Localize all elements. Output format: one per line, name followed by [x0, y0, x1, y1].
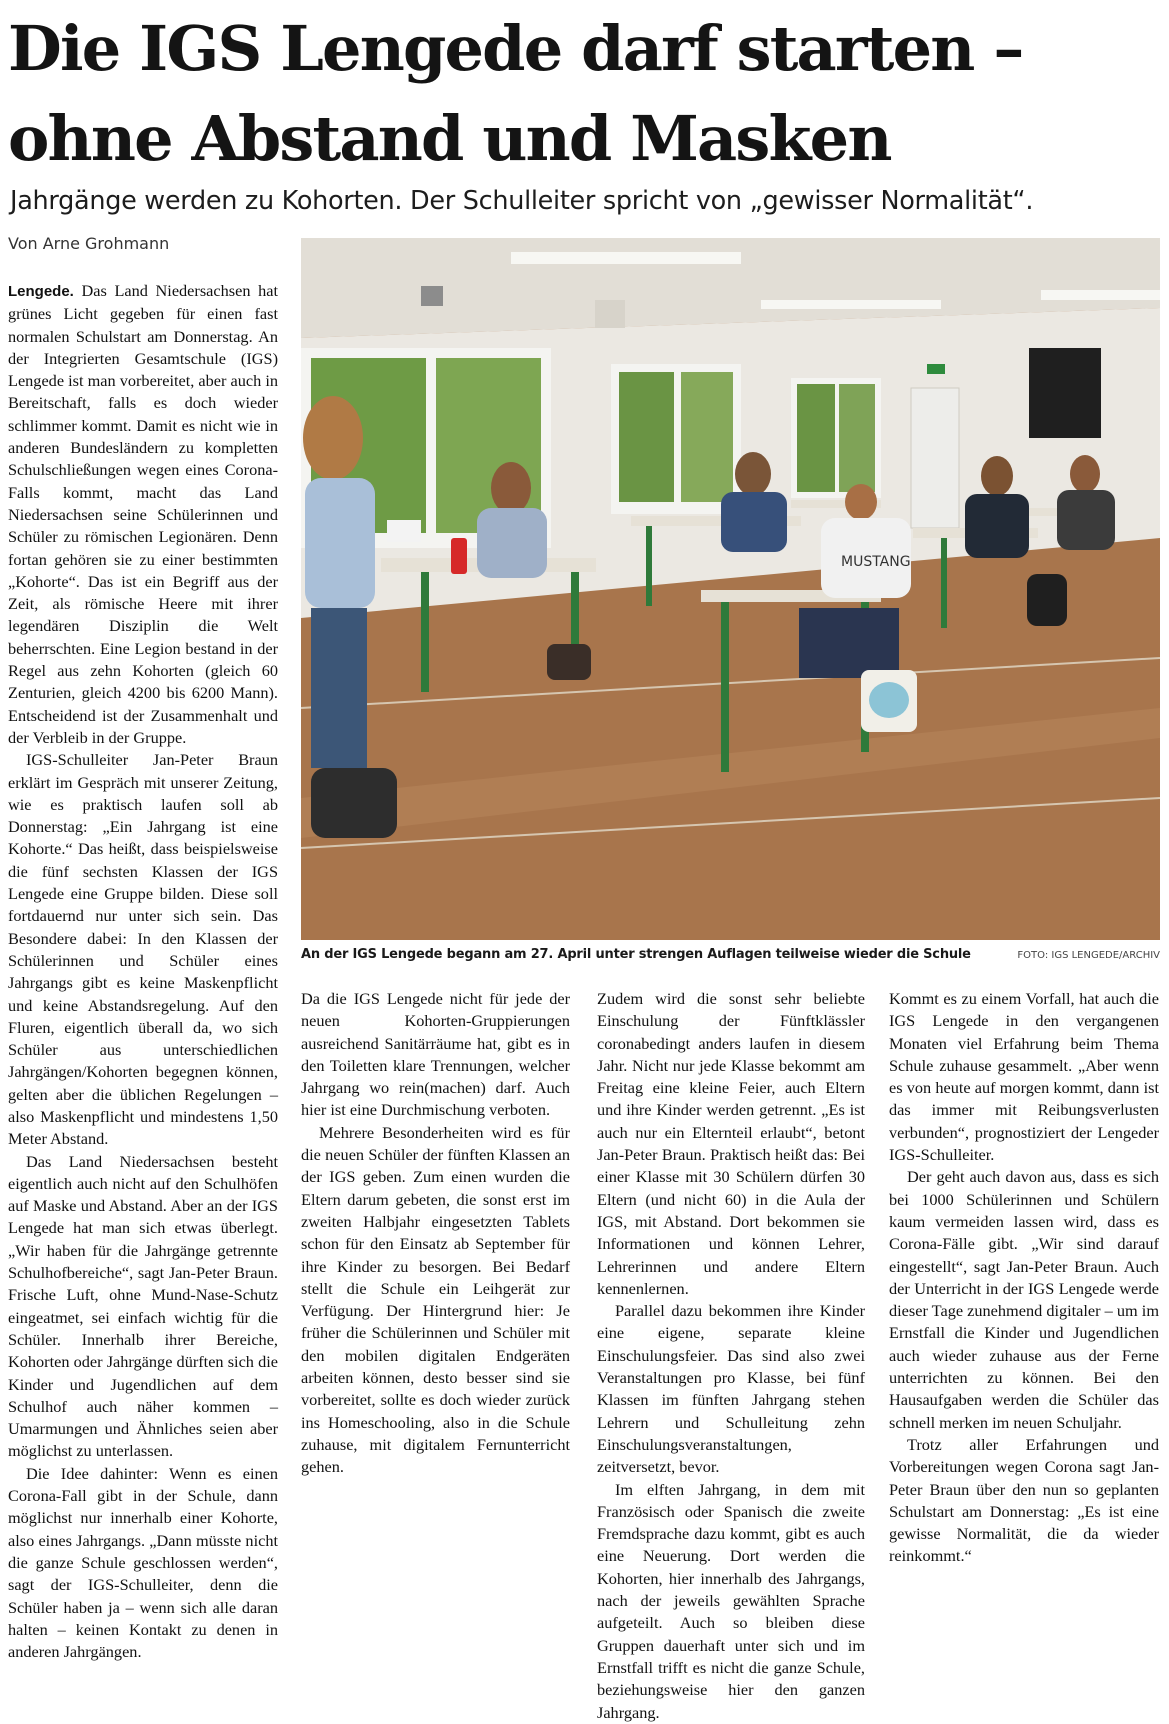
byline: Von Arne Grohmann	[8, 234, 170, 253]
text-column-1	[8, 280, 278, 1680]
text-column-3	[597, 988, 865, 1722]
text-column-4	[889, 988, 1159, 1680]
paragraph-8: Parallel dazu bekommen ihre Kinder eine eigene, separate kleine Einschulungsfeier. Das sind also zwei Veranstaltungen pro Klasse, bei fünf Klassen im fünften Jahrgang stehen Lehrern und Schulleitung zehn Einschulungsveranstaltungen, zeitversetzt, bevor.	[597, 1301, 865, 1477]
paragraph-2: IGS-Schulleiter Jan-Peter Braun erklärt im Gespräch mit unserer Zeitung, wie es praktisch laufen soll ab Donnerstag: „Ein Jahrgang ist eine Kohorte.“ Das heißt, dass beispielsweise die fünf sechsten Klassen der IGS Lengede eine Gruppe bilden. Diese soll fortdauernd nur unter sich sein. Das Besondere dabei: In den Klassen der Schülerinnen und Schüler eines Jahrgangs gibt es keine Maskenpflicht und keine Abstandsregelung. Auf den Fluren, eigentlich überall da, wo sich Schüler aus unterschiedlichen Jahrgängen/Kohorten begegnen können, gelten aber die üblichen Regelungen – also Maskenpflicht und mindestens 1,50 Meter Abstand.	[8, 750, 278, 1149]
headline-line-2: ohne Abstand und Masken	[8, 102, 891, 175]
paragraph-11: Der geht auch davon aus, dass es sich bei 1000 Schülerinnen und Schülern kaum vermeiden lassen wird, dass es Corona-Fälle gibt. „Wir sind darauf eingestellt“, sagt Jan-Peter Braun. Auch der Unterricht in der IGS Lengede werde dieser Tage zunehmend digitaler – um im Ernstfall die Kinder und Jugendlichen auch wieder zuhause aus der Ferne unterrichten zu können. Bei den Hausaufgaben werden die Schüler das schnell merken im neuen Schuljahr.	[889, 1167, 1159, 1432]
subheadline: Jahrgänge werden zu Kohorten. Der Schulleiter spricht von „gewisser Normalität“.	[10, 186, 1034, 216]
paragraph-12: Trotz aller Erfahrungen und Vorbereitungen wegen Corona sagt Jan-Peter Braun über den nun so geplanten Schulstart am Donnerstag: „Es ist eine gewisse Normalität, die da wieder reinkommt.“	[889, 1434, 1159, 1566]
paragraph-4: Die Idee dahinter: Wenn es einen Corona-Fall gibt in der Schule, dann möglichst nur innerhalb einer Kohorte, also eines Jahrgangs. „Dann müsste nicht die ganze Schule geschlossen werden“, sagt der IGS-Schulleiter, denn die Schüler haben ja – wenn sich alle daran halten – keinen Kontakt zu denen in anderen Jahrgängen.	[8, 1463, 278, 1662]
paragraph-5: Da die IGS Lengede nicht für jede der neuen Kohorten-Gruppierungen ausreichend Sanitärräume hat, gibt es in den Toiletten klare Trennungen, welcher Jahrgang wo rein(machen) darf. Auch hier ist eine Durchmischung verboten.	[301, 989, 570, 1120]
headline-line-1: Die IGS Lengede darf starten –	[8, 12, 1023, 85]
headline	[8, 4, 1158, 184]
photo-credit: FOTO: IGS LENGEDE/ARCHIV	[1017, 950, 1160, 961]
paragraph-10: Kommt es zu einem Vorfall, hat auch die IGS Lengede in den vergangenen Monaten viel Erfahrung beim Thema Schule zuhause gesammelt. „Aber wenn es von heute auf morgen kommt, dann ist das immer mit Reibungsverlusten verbunden“, prognostiziert der Lengeder IGS-Schulleiter.	[889, 989, 1159, 1165]
paragraph-9: Im elften Jahrgang, in dem mit Französisch oder Spanisch die zweite Fremdsprache dazu kommt, gibt es auch eine Neuerung. Dort werden die Kohorten, hier innerhalb des Jahrgangs, nach der jeweils gewählten Sprache aufgeteilt. Auch so bleiben diese Gruppen dauerhaft unter sich und im Ernstfall trifft es nicht die ganze Schule, beziehungsweise hier den ganzen Jahrgang.	[597, 1479, 865, 1722]
paragraph-3: Das Land Niedersachsen besteht eigentlich auch nicht auf den Schulhöfen auf Maske und Abstand. Aber an der IGS Lengede hat man sich etwas überlegt. „Wir haben für die Jahrgänge getrennte Schulhofbereiche“, sagt Jan-Peter Braun. Frische Luft, ohne Mund-Nase-Schutz eingeatmet, sei einfach wichtig für die Schüler. Innerhalb ihrer Bereiche, Kohorten oder Jahrgänge dürften sich die Kinder und Jugendlichen auf dem Schulhof auch näher kommen – Umarmungen und Ähnliches seien aber möglichst zu unterlassen.	[8, 1151, 278, 1461]
photo-caption: An der IGS Lengede begann am 27. April unter strengen Auflagen teilweise wieder die Schule	[301, 947, 971, 962]
paragraph-6: Mehrere Besonderheiten wird es für die neuen Schüler der fünften Klassen an der IGS geben. Zum einen wurden die Eltern darum gebeten, die sonst erst im zweiten Halbjahr eingesetzten Tablets schon für den Einsatz ab September für ihre Kinder zu besorgen. Bei Bedarf stellt die Schule ein Leihgerät zur Verfügung. Der Hintergrund hier: Je früher die Schülerinnen und Schüler mit den mobilen digitalen Endgeräten arbeiten können, desto besser sind sie vorbereitet, sollte es doch wieder zurück ins Homeschooling, also in die Schule zuhause, mit digitalem Fernunterricht gehen.	[301, 1122, 570, 1477]
text-column-2	[301, 988, 570, 1680]
paragraph-1: Lengede. Das Land Niedersachsen hat grünes Licht gegeben für einen fast normalen Schulstart am Donnerstag. An der Integrierten Gesamtschule (IGS) Lengede ist man vorbereitet, aber auch in Bereitschaft, falls es doch wieder schlimmer kommt. Damit es nicht wie in anderen Bundesländern zu kompletten Schulschließungen wegen eines Corona-Falls kommt, macht das Land Niedersachsen seine Schülerinnen und Schüler zu römischen Legionären. Denn fortan gehören sie zu einer bestimmten „Kohorte“. Das ist ein Begriff aus der Zeit, als römische Heere mit ihrer legendären Disziplin die Welt beherrschten. Eine Legion bestand in der Regel aus zehn Kohorten (gleich 60 Zenturien, gleich 4200 bis 6200 Mann). Entscheidend ist der Zusammenhalt und der Verbleib in der Gruppe.	[8, 281, 278, 747]
classroom-illustration	[301, 238, 1160, 940]
shirt-print: MUSTANG	[841, 554, 911, 570]
dateline: Lengede.	[8, 283, 74, 300]
classroom-photo	[301, 238, 1160, 940]
paragraph-7: Zudem wird die sonst sehr beliebte Einschulung der Fünftklässler coronabedingt anders laufen in diesem Jahr. Nicht nur jede Klasse bekommt am Freitag eine kleine Feier, auch Eltern und ihre Kinder werden getrennt. „Es ist auch nur ein Elternteil erlaubt“, betont Jan-Peter Braun. Praktisch heißt das: Bei einer Klasse mit 30 Schülern dürfen 30 Eltern (und nicht 60) in die Aula der IGS, mit Abstand. Dort bekommen sie Informationen und können Lehrer, Lehrerinnen und andere Eltern kennenlernen.	[597, 989, 865, 1298]
